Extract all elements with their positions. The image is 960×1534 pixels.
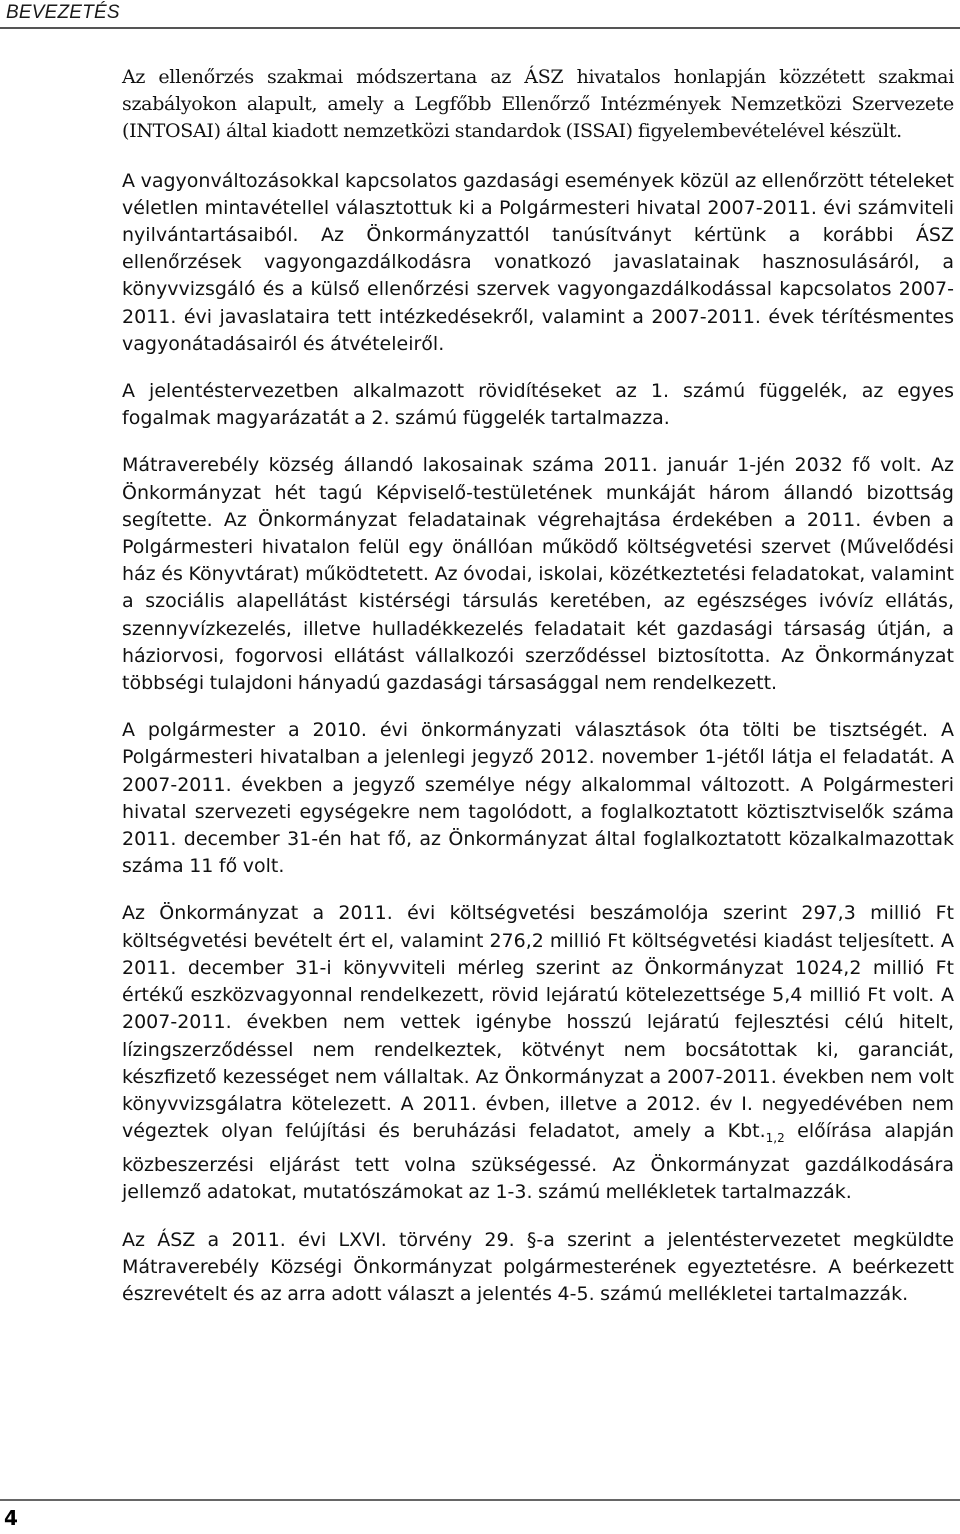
document-body — [122, 64, 954, 1328]
paragraph-finances — [122, 900, 954, 1206]
finances-text-end: előírása alapján közbeszerzési eljárást tett volna szükségessé. Az Önkormányzat gazdálkodására jellemző adatokat, mutatószámokat az 1-3. számú mellékletek tartalmazzák. — [122, 1120, 954, 1204]
header-divider — [0, 27, 960, 29]
paragraph-municipality: Mátraverebély község állandó lakosainak száma 2011. január 1-jén 2032 fő volt. Az Önkormányzat hét tagú Képviselő-testületének munkáját három állandó bizottság segítette. Az Önkormányzat feladatainak végrehajtása érdekében a 2011. évben a Polgármesteri hivatalon felül egy önállóan működő költségvetési szervet (Művelődési ház és Könyvtárat) működtetett. Az óvodai, iskolai, közétkeztetési feladatokat, valamint a szociális alapellátást kistérségi társulás keretében, az egészséges ivóvíz ellátás, szennyvízkezelés, illetve hulladékkezelés feladatait két gazdasági társaság útján, a háziorvosi, fogorvosi ellátást vállalkozói szerződéssel biztosította. Az Önkormányzat többségi tulajdoni hányadú gazdasági társasággal nem rendelkezett. — [122, 454, 954, 695]
paragraph-methodology: Az ellenőrzés szakmai módszertana az ÁSZ hivatalos honlapján közzétett szakmai szabályokon alapult, amely a Legfőbb Ellenőrző Intézmények Nemzetközi Szervezete (INTOSAI) által kiadott nemzetközi standardok (ISSAI) figyelembevételével készült. — [122, 66, 954, 143]
page-number: 4 — [4, 1506, 18, 1530]
section-title: BEVEZETÉS — [6, 2, 120, 23]
kbt-subscript: 1,2 — [765, 1130, 785, 1145]
paragraph-mayor: A polgármester a 2010. évi önkormányzati választások óta tölti be tisztségét. A Polgármesteri hivatalban a jelenlegi jegyző 2012. november 1-jétől látja el feladatát. A 2007-2011. években a jegyző személye négy alkalommal változott. A Polgármesteri hivatal szervezeti egységekre nem tagolódott, a foglalkoztatott köztisztviselők száma 2011. december 31-én hat fő, az Önkormányzat által foglalkoztatott közalkalmazottak száma 11 fő volt. — [122, 719, 954, 878]
finances-text-start: Az Önkormányzat a 2011. évi költségvetési beszámolója szerint 297,3 millió Ft költségvetési bevételt ért el, valamint 276,2 millió Ft költségvetési kiadást teljesített. A 2011. december 31-i könyvviteli mérleg szerint az Önkormányzat 1024,2 millió Ft értékű eszközvagyonnal rendelkezett, rövid lejáratú kötelezettsége 5,4 millió Ft volt. A 2007-2011. években nem vettek igénybe hosszú lejáratú fejlesztési célú hitelt, lízingszerződéssel nem rendelkeztek, kötvényt nem bocsátottak ki, garanciát, készfizető kezességet nem vállaltak. Az Önkormányzat a 2007-2011. években nem volt könyvvizsgálatra kötelezett. A 2011. évben, illetve a 2012. év I. negyedévében nem végeztek olyan felújítási és beruházási feladatot, amely a Kbt. — [122, 902, 954, 1143]
footer-divider — [0, 1499, 960, 1501]
paragraph-sampling: A vagyonváltozásokkal kapcsolatos gazdasági események közül az ellenőrzött tételeket véletlen mintavétellel választottuk ki a Polgármesteri hivatal 2007-2011. évi számviteli nyilvántartásaiból. Az Önkormányzattól tanúsítványt kértünk a korábbi ÁSZ ellenőrzések vagyongazdálkodásra vonatkozó javaslatainak hasznosulásáról, a könyvvizsgáló és a külső ellenőrzési szervek vagyongazdálkodással kapcsolatos 2007-2011. évi javaslataira tett intézkedésekről, valamint a 2007-2011. évek térítésmentes vagyonátadásairól és átvételeiről. — [122, 169, 954, 355]
page-header — [0, 0, 960, 28]
paragraph-appendices: A jelentéstervezetben alkalmazott rövidítéseket az 1. számú függelék, az egyes fogalmak magyarázatát a 2. számú függelék tartalmazza. — [122, 380, 954, 430]
paragraph-closing: Az ÁSZ a 2011. évi LXVI. törvény 29. §-a szerint a jelentéstervezetet megküldte Mátraverebély Községi Önkormányzat polgármesterének egyeztetésre. A beérkezett észrevételt és az arra adott választ a jelentés 4-5. számú mellékletei tartalmazzák. — [122, 1228, 954, 1305]
